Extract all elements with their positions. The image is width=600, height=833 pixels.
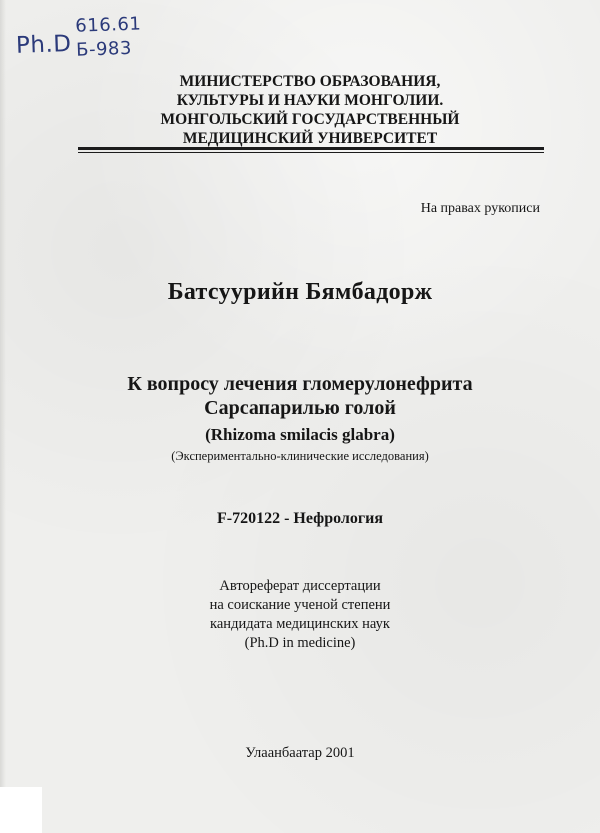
shelfmark-prefix: Ph.D bbox=[15, 30, 72, 59]
institution-line: МЕДИЦИНСКИЙ УНИВЕРСИТЕТ bbox=[182, 130, 438, 147]
imprint-city-year: Улаанбаатар 2001 bbox=[245, 745, 355, 761]
abstract-line: (Ph.D in medicine) bbox=[244, 635, 356, 651]
handwritten-shelfmark bbox=[13, 11, 185, 77]
institution-line: МОНГОЛЬСКИЙ ГОСУДАРСТВЕННЫЙ bbox=[160, 111, 460, 128]
title-line: Сарсапарилью голой bbox=[204, 397, 396, 419]
abstract-description bbox=[0, 577, 600, 653]
specialty-code: F-720122 - Нефрология bbox=[216, 510, 384, 527]
abstract-line: Автореферат диссертации bbox=[219, 578, 381, 594]
title-line: К вопросу лечения гломерулонефрита bbox=[127, 373, 473, 395]
institution-header bbox=[120, 72, 500, 148]
abstract-line: кандидата медицинских наук bbox=[210, 616, 390, 632]
header-rule-thick bbox=[78, 147, 544, 150]
header-rule-thin bbox=[78, 152, 544, 153]
shelfmark-author-code: Б-983 bbox=[75, 37, 133, 61]
shelfmark-code bbox=[75, 13, 143, 63]
study-type-subtitle: (Экспериментально-клинические исследования) bbox=[171, 449, 429, 463]
dissertation-title bbox=[0, 372, 600, 420]
rights-note: На правах рукописи bbox=[420, 201, 540, 216]
author-name: Батсуурийн Бямбадорж bbox=[167, 279, 433, 305]
abstract-line: на соискание ученой степени bbox=[209, 597, 391, 613]
institution-line: МИНИСТЕРСТВО ОБРАЗОВАНИЯ, bbox=[179, 73, 441, 90]
latin-plant-name: (Rhizoma smilacis glabra) bbox=[205, 425, 395, 444]
institution-line: КУЛЬТУРЫ И НАУКИ МОНГОЛИИ. bbox=[176, 92, 444, 109]
scan-corner-gap bbox=[0, 787, 42, 833]
shelfmark-class-number: 616.61 bbox=[75, 13, 142, 37]
